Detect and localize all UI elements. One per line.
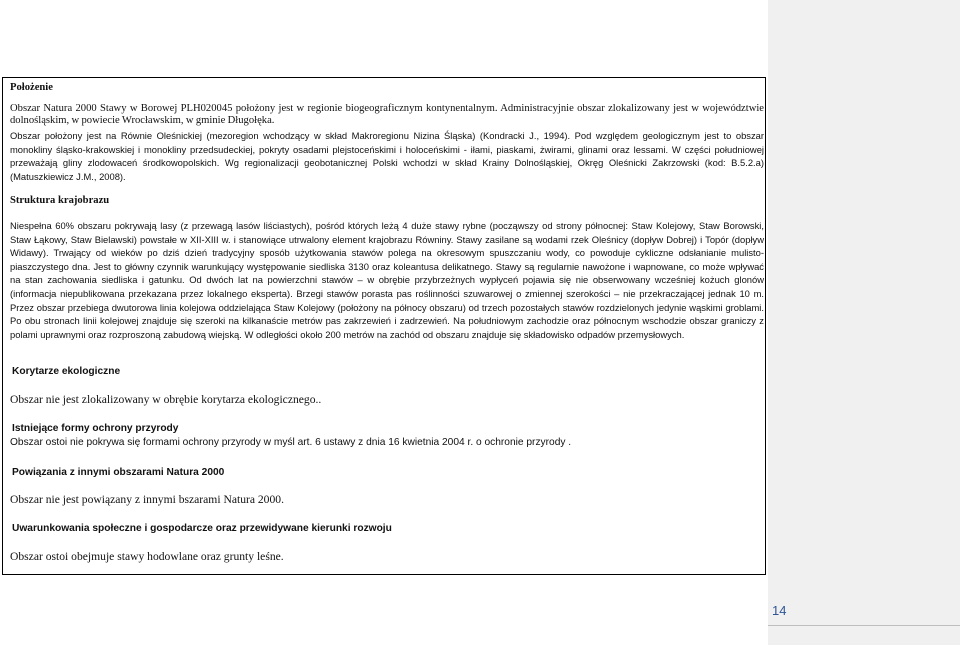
heading-uwarunkowania: Uwarunkowania społeczne i gospodarcze oraz przewidywane kierunki rozwoju: [12, 523, 392, 534]
paragraph-struktura: Niespełna 60% obszaru pokrywają lasy (z przewagą lasów liściastych), pośród których leżą 4 duże stawy rybne (począwszy od strony północnej: Staw Kolejowy, Staw Borowski, Staw Łąkowy, Staw Bielawski) powstałe w XII-XIII w. i stanowiące utrwalony element krajobrazu Równiny. Stawy zasilane są wodami rzek Oleśnicy (dopływ Dobrej) i Topór (dopływ Widawy). Trwający od wieków po dziś dzień tradycyjny sposób użytkowania stawów polega na okresowym spuszczaniu wody, co powoduje cykliczne odsłanianie mulisto-piaszczystego dna. Jest to główny czynnik warunkujący występowanie siedliska 3130 oraz koleantusa delikatnego. Stawy są regularnie nawożone i wapnowane, co może wpływać na stan zachowania siedliska i gatunku. Od dwóch lat na powierzchni stawów – w obrębie przybrzeżnych wypłyceń pojawia się nie obserwowany wcześniej kożuch glonów (informacja niepublikowana przekazana przez lokalnego eksperta). Brzegi stawów porasta pas roślinności szuwarowej o zmiennej szerokości – nie przekraczającej jednak 10 m. Przez obszar przebiega dwutorowa linia kolejowa oddzielająca Staw Kolejowy (położony na północy obszaru) od trzech pozostałych stawów rozdzielonych jedynie wąskimi groblami. Po obu stronach linii kolejowej znajduje się szeroki na kilkanaście metrów pas zakrzewień i zadrzewień. Na południowym zachodzie oraz północnym wschodzie obszar graniczy z polami uprawnymi oraz rozproszoną zabudową wiejską. W odległości około 200 metrów na zachód od obszaru znajduje się składowisko odpadów przemysłowych.: [10, 220, 764, 340]
paragraph-formy: Obszar ostoi nie pokrywa się formami ochrony przyrody w myśl art. 6 ustawy z dnia 16 kwietnia 2004 r. o ochronie przyrody .: [10, 437, 572, 448]
heading-powiazania: Powiązania z innymi obszarami Natura 2000: [12, 467, 225, 478]
right-margin-panel: [768, 0, 960, 645]
paragraph-powiazania: Obszar nie jest powiązany z innymi bszarami Natura 2000.: [10, 493, 284, 506]
paragraph-uwarunkowania: Obszar ostoi obejmuje stawy hodowlane oraz grunty leśne.: [10, 550, 284, 563]
heading-polozenie: Położenie: [10, 82, 53, 93]
page-number-rule: [768, 625, 960, 626]
paragraph-polozenie-geo: Obszar położony jest na Równie Oleśnickiej (mezoregion wchodzący w skład Makroregionu Nizina Śląska) (Kondracki J., 1994). Pod względem geologicznym jest to obszar monokliny śląsko-krakowskiej i monokliny przedsudeckiej, pokryty osadami plejstoceńskimi i holoceńskimi - iłami, piaskami, żwirami, glinami oraz lessami. W części południowej przeważają gliny zlodowaceń środkowopolskich. Wg regionalizacji geobotanicznej Polski wchodzi w skład Krainy Dolnośląskiej, Okręg Oleśnicki Zakrzowski (kod: B.5.2.a) (Matuszkiewicz J.M., 2008).: [10, 130, 764, 182]
content-frame: [2, 77, 766, 575]
paragraph-korytarze: Obszar nie jest zlokalizowany w obrębie korytarza ekologicznego..: [10, 393, 322, 406]
heading-formy: Istniejące formy ochrony przyrody: [12, 423, 179, 434]
paragraph-polozenie-admin: Obszar Natura 2000 Stawy w Borowej PLH020045 położony jest w regionie biogeograficznym kontynentalnym. Administracyjnie obszar zlokalizowany jest w województwie dolnośląskim, w powiecie Wrocławskim, w gminie Długołęka.: [10, 103, 764, 127]
page-number: 14: [772, 603, 787, 618]
heading-struktura: Struktura krajobrazu: [10, 195, 110, 206]
heading-korytarze: Korytarze ekologiczne: [12, 366, 121, 377]
